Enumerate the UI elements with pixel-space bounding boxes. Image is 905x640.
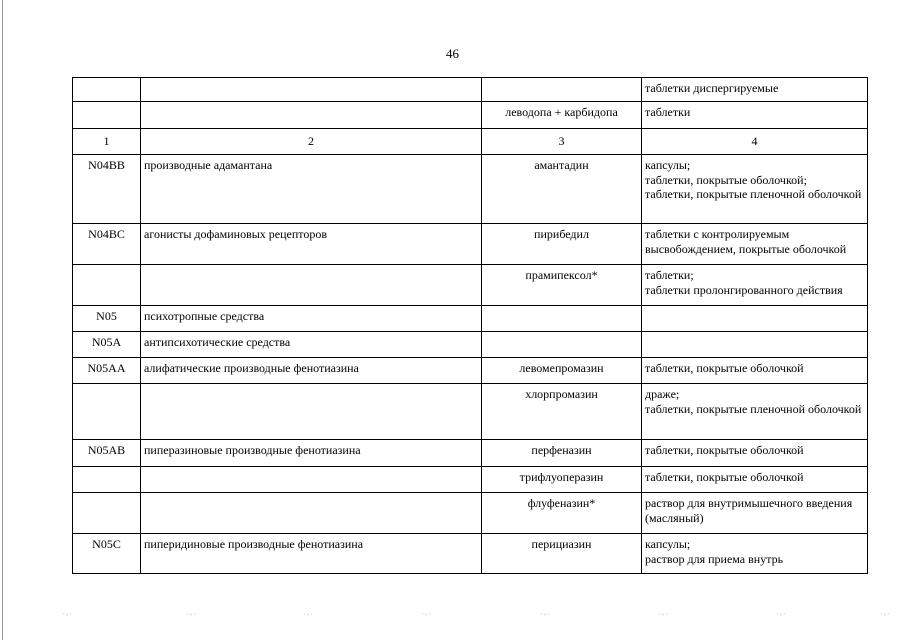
dosage-form-cell: таблетки с контролируемым высвобождением, покрытые оболочкой bbox=[642, 224, 868, 265]
table-row bbox=[73, 440, 868, 467]
dosage-form-cell: драже; таблетки, покрытые пленочной оболочкой bbox=[642, 384, 868, 440]
atc-code-cell bbox=[73, 265, 141, 306]
group-name-cell bbox=[141, 102, 482, 129]
group-name-cell: антипсихотические средства bbox=[141, 332, 482, 358]
dosage-form-cell: таблетки, покрытые оболочкой bbox=[642, 440, 868, 467]
table-row bbox=[73, 384, 868, 440]
drug-name-cell: перициазин bbox=[482, 534, 642, 574]
column-number-4: 4 bbox=[642, 129, 868, 155]
atc-code-cell bbox=[73, 78, 141, 102]
atc-code-cell bbox=[73, 467, 141, 493]
drug-name-cell: флуфеназин* bbox=[482, 493, 642, 534]
scan-edge-line bbox=[2, 0, 3, 640]
table-row bbox=[73, 78, 868, 102]
drug-name-cell: трифлуоперазин bbox=[482, 467, 642, 493]
column-number-row bbox=[73, 129, 868, 155]
group-name-cell: психотропные средства bbox=[141, 306, 482, 332]
atc-code-cell: N04BC bbox=[73, 224, 141, 265]
group-name-cell bbox=[141, 265, 482, 306]
drug-name-cell: прамипексол* bbox=[482, 265, 642, 306]
atc-code-cell bbox=[73, 384, 141, 440]
page-number: 46 bbox=[446, 46, 459, 61]
drug-name-cell bbox=[482, 78, 642, 102]
group-name-cell: пиперазиновые производные фенотиазина bbox=[141, 440, 482, 467]
drug-name-cell: левомепромазин bbox=[482, 358, 642, 384]
dosage-form-cell bbox=[642, 306, 868, 332]
atc-code-cell: N04BB bbox=[73, 155, 141, 224]
dosage-form-cell: капсулы; таблетки, покрытые оболочкой; таблетки, покрытые пленочной оболочкой bbox=[642, 155, 868, 224]
atc-code-cell: N05A bbox=[73, 332, 141, 358]
column-number-1: 1 bbox=[73, 129, 141, 155]
drug-name-cell bbox=[482, 306, 642, 332]
dosage-form-cell: таблетки bbox=[642, 102, 868, 129]
drug-name-cell: перфеназин bbox=[482, 440, 642, 467]
group-name-cell bbox=[141, 493, 482, 534]
dosage-form-cell: раствор для внутримышечного введения (масляный) bbox=[642, 493, 868, 534]
table-row bbox=[73, 265, 868, 306]
drug-name-cell: амантадин bbox=[482, 155, 642, 224]
drug-table bbox=[72, 77, 868, 574]
dosage-form-cell: таблетки диспергируемые bbox=[642, 78, 868, 102]
table-row bbox=[73, 102, 868, 129]
group-name-cell: алифатические производные фенотиазина bbox=[141, 358, 482, 384]
table-row bbox=[73, 493, 868, 534]
group-name-cell: производные адамантана bbox=[141, 155, 482, 224]
table-row bbox=[73, 332, 868, 358]
table-row bbox=[73, 155, 868, 224]
dosage-form-cell: таблетки, покрытые оболочкой bbox=[642, 358, 868, 384]
atc-code-cell bbox=[73, 102, 141, 129]
table-row bbox=[73, 467, 868, 493]
group-name-cell bbox=[141, 78, 482, 102]
group-name-cell: агонисты дофаминовых рецепторов bbox=[141, 224, 482, 265]
table-row bbox=[73, 306, 868, 332]
dosage-form-cell: таблетки, покрытые оболочкой bbox=[642, 467, 868, 493]
table-row bbox=[73, 224, 868, 265]
table-row bbox=[73, 358, 868, 384]
drug-name-cell bbox=[482, 332, 642, 358]
dosage-form-cell: капсулы; раствор для приема внутрь bbox=[642, 534, 868, 574]
column-number-3: 3 bbox=[482, 129, 642, 155]
atc-code-cell bbox=[73, 493, 141, 534]
atc-code-cell: N05AA bbox=[73, 358, 141, 384]
column-number-2: 2 bbox=[141, 129, 482, 155]
atc-code-cell: N05C bbox=[73, 534, 141, 574]
table-row bbox=[73, 534, 868, 574]
atc-code-cell: N05 bbox=[73, 306, 141, 332]
drug-name-cell: леводопа + карбидопа bbox=[482, 102, 642, 129]
drug-name-cell: хлорпромазин bbox=[482, 384, 642, 440]
dosage-form-cell bbox=[642, 332, 868, 358]
atc-code-cell: N05AB bbox=[73, 440, 141, 467]
group-name-cell: пиперидиновые производные фенотиазина bbox=[141, 534, 482, 574]
scan-noise-marks: ·-· ·-· ·-· ·-· ·-· ·-· ·-· ·-· bbox=[62, 610, 891, 619]
dosage-form-cell: таблетки; таблетки пролонгированного действия bbox=[642, 265, 868, 306]
drug-name-cell: пирибедил bbox=[482, 224, 642, 265]
group-name-cell bbox=[141, 384, 482, 440]
group-name-cell bbox=[141, 467, 482, 493]
